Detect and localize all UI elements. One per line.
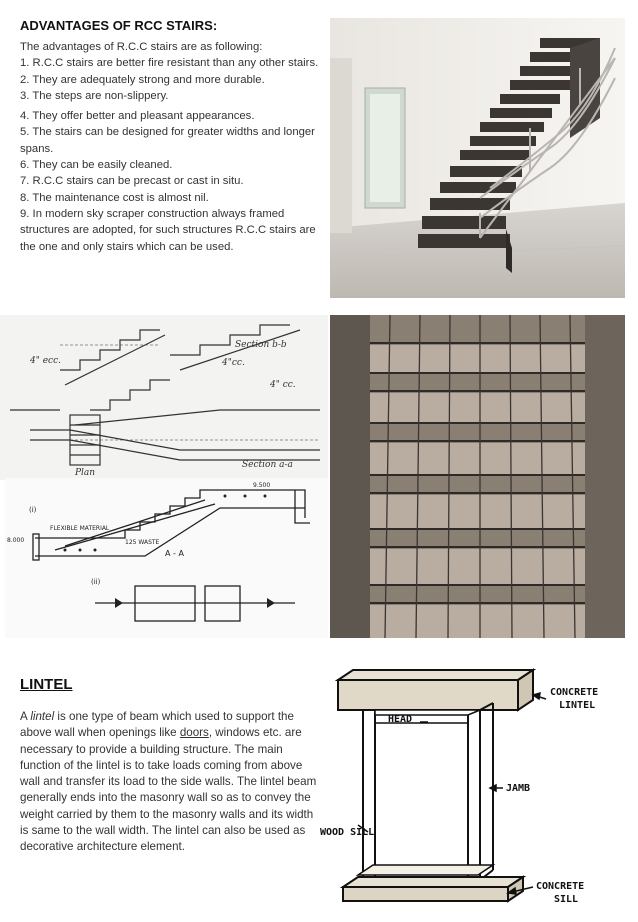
rcc-point: 6. They can be easily cleaned. [20,159,173,172]
lintel-diagram [318,665,628,910]
level-label: 9.500 [253,482,271,489]
rcc-point: 4. They offer better and pleasant appearances. [20,110,255,123]
lintel-diagram-svg [318,665,628,910]
lintel-title: LINTEL [20,676,73,693]
stair-section-sketch [0,315,328,480]
section-aa-label: Section a-a [242,460,293,470]
stair-reinforcement-drawing [5,478,328,638]
rcc-point: 7. R.C.C stairs can be precast or cast in situ. [20,175,244,188]
section-bb-label: Section b-b [235,340,287,350]
concrete-sill-label: SILL [554,894,579,905]
jamb-label: JAMB [506,783,531,794]
rcc-point: 5. The stairs can be designed for greater widths and longer spans. [20,126,315,155]
rcc-text-block-b [20,108,330,255]
rcc-point: 3. The steps are non-slippery. [20,89,169,102]
lintel-section [20,676,320,856]
rcc-point: 9. In modern sky scraper construction always framed structures are adopted, for such structures R.C.C stairs are the one and only stairs which can be used. [20,207,316,253]
wood-sill-label: WOOD SILL [320,827,375,838]
lintel-term: lintel [30,710,55,723]
section-aa-label: A - A [165,549,184,558]
level-label: 8.000 [7,537,25,544]
staircase-illustration [330,18,625,298]
waste-label: 125 WASTE [125,539,160,546]
lintel-text: is one type of beam which used to support the above wall when openings like [20,710,294,740]
dimension-label: 4" cc. [270,380,296,390]
modern-staircase-photo [330,18,625,298]
reinforcement-sketch [5,478,328,638]
figure-label: (ii) [91,578,101,586]
concrete-lintel-label: LINTEL [559,700,596,711]
concrete-lintel-label: CONCRETE [550,687,599,698]
lintel-paragraph [20,709,320,856]
concrete-sill-label: CONCRETE [536,881,585,892]
rcc-point: 8. The maintenance cost is almost nil. [20,191,209,204]
head-label: HEAD [388,714,413,725]
figure-label: (i) [29,506,37,514]
dimension-label: 4"cc. [222,358,245,368]
material-label: FLEXIBLE MATERIAL [50,525,110,532]
rcc-text-block-a [20,39,330,104]
lintel-text: , windows etc. are necessary to provide a building structure. The main function of the lintel is to take loads coming from above wall and transfer its load to the side walls. The lintel beam generally ends into the masonry wall so as to convey the weight carried by them to the masonry walls and its width is same to the wall width. The lintel can also be used as decorative architecture element. [20,726,317,854]
doors-link[interactable]: doors [179,726,209,740]
plan-label: Plan [75,468,96,478]
rcc-title: ADVANTAGES OF RCC STAIRS: [20,18,218,33]
lintel-text: A [20,710,31,723]
rcc-intro: The advantages of R.C.C stairs are as following: [20,41,263,53]
stair-rebar-photo [330,315,625,638]
dimension-label: 4" ecc. [30,356,61,366]
rcc-point: 1. R.C.C stairs are better fire resistant than any other stairs. [20,57,319,70]
rcc-advantages-section [20,18,330,255]
rebar-illustration [330,315,625,638]
stair-section-drawing [0,315,328,480]
rcc-point: 2. They are adequately strong and more durable. [20,73,265,86]
